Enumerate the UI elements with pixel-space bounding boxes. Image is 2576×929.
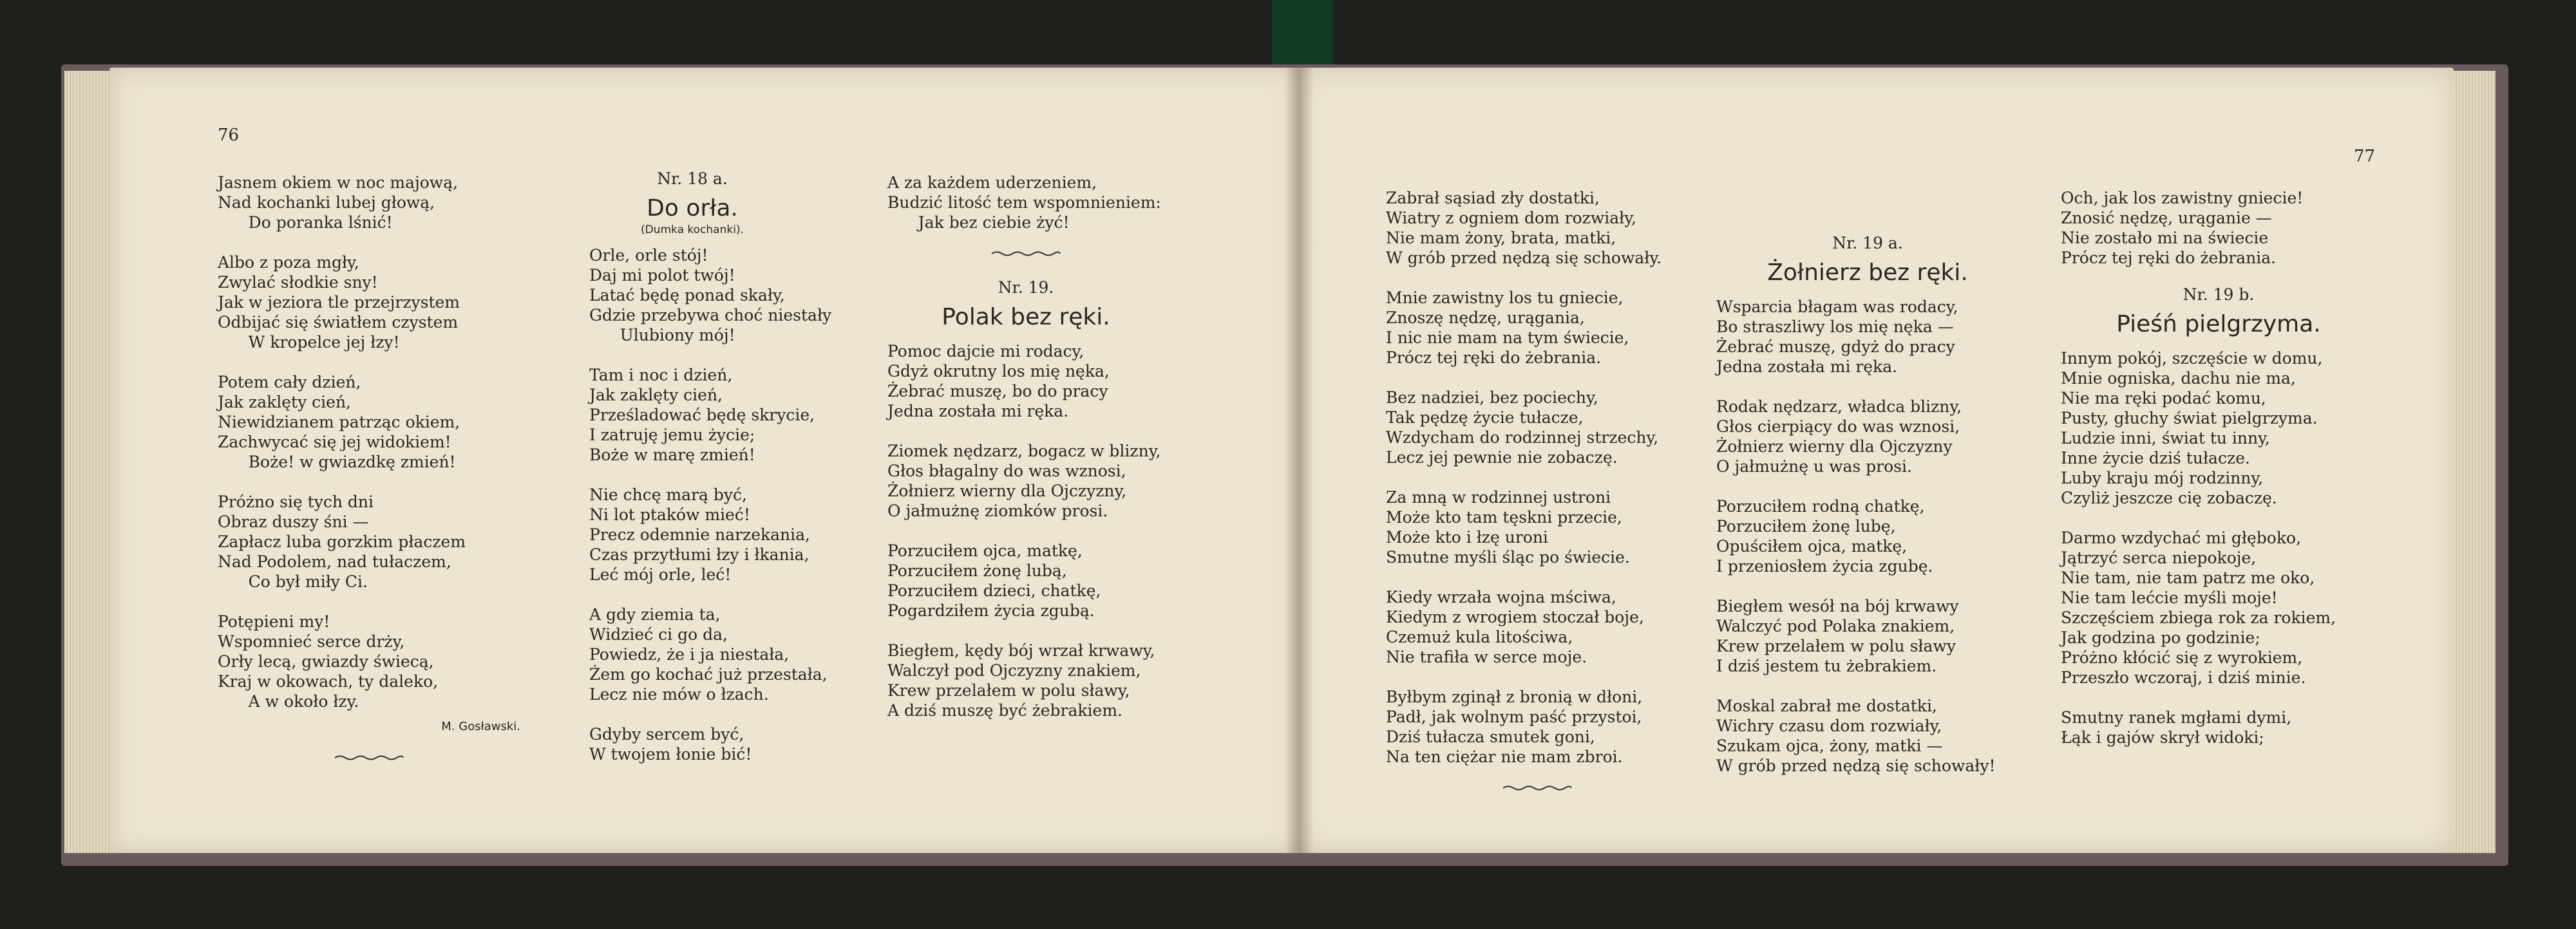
verse-line: Kiedy wrzała wojna mściwa, bbox=[1386, 588, 1616, 606]
verse-line: Jak bez ciebie żyć! bbox=[887, 213, 1070, 232]
verse-line: Nie tam lećcie myśli moje! bbox=[2061, 588, 2278, 607]
verse-line: Gdyby sercem być, bbox=[589, 725, 744, 744]
left-col-2 bbox=[551, 169, 834, 764]
verse-line: Łąk i gajów skrył widoki; bbox=[2061, 728, 2264, 747]
verse-line: Jak zaklęty cień, bbox=[589, 386, 723, 404]
poem-number: Nr. 18 a. bbox=[657, 169, 728, 188]
verse-line: Smutne myśli śląc po świecie. bbox=[1386, 548, 1630, 567]
verse-line: Jedna została mi ręka. bbox=[1716, 357, 1898, 376]
verse-line: Obraz duszy śni — bbox=[218, 512, 369, 531]
verse-line: I zatruję jemu życie; bbox=[589, 426, 755, 444]
verse-line: Ludzie inni, świat tu inny, bbox=[2061, 429, 2270, 447]
verse-line: Walczyć pod Polaka znakiem, bbox=[1716, 617, 1955, 635]
verse-line: Jak zaklęty cień, bbox=[218, 393, 351, 411]
stanza-gap bbox=[218, 472, 520, 492]
verse-line: Próżno kłócić się z wyrokiem, bbox=[2061, 648, 2303, 667]
stanza-gap bbox=[589, 585, 834, 605]
verse-line: A za każdem uderzeniem, bbox=[887, 173, 1097, 192]
verse-line: Porzuciłem żonę lubą, bbox=[887, 561, 1067, 580]
verse-line: Jedna została mi ręka. bbox=[887, 402, 1069, 420]
stanza-gap bbox=[1716, 476, 2019, 496]
verse-line: Czas przytłumi łzy i łkania, bbox=[589, 545, 810, 564]
verse-line: Przeszło wczoraj, i dziś minie. bbox=[2061, 668, 2306, 687]
page-number-left: 76 bbox=[218, 126, 240, 145]
verse-line: Potem cały dzień, bbox=[218, 373, 361, 391]
verse-line: Rodak nędzarz, władca blizny, bbox=[1716, 397, 1962, 416]
verse-line: Pogardziłem życia zgubą. bbox=[887, 601, 1095, 620]
page-edge-right bbox=[2450, 71, 2496, 853]
verse-line: Żebrać muszę, bo do pracy bbox=[887, 382, 1108, 400]
verse-line: A gdy ziemia ta, bbox=[589, 605, 721, 624]
verse-line: Krew przelałem w polu sławy, bbox=[887, 681, 1130, 700]
verse-line: Żołnierz wierny dla Ojczyzny, bbox=[887, 482, 1127, 500]
verse-line: Głos błagalny do was wznosi, bbox=[887, 462, 1126, 480]
verse-line: Nie chcę marą być, bbox=[589, 485, 747, 504]
verse-line: Za mną w rodzinnej ustroni bbox=[1386, 488, 1611, 507]
left-col-1 bbox=[218, 173, 520, 762]
stanza-gap bbox=[887, 521, 1164, 541]
verse-line: Budzić litość tem wspomnieniem: bbox=[887, 193, 1161, 212]
stanza-gap bbox=[1386, 567, 1689, 587]
verse-line: Bo straszliwy los mię nęka — bbox=[1716, 317, 1954, 336]
verse-line: Próżno się tych dni bbox=[218, 493, 374, 511]
stanza-gap bbox=[218, 592, 520, 612]
verse-line: A dziś muszę być żebrakiem. bbox=[887, 701, 1122, 720]
verse-line: Jak w jeziora tle przejrzystem bbox=[218, 293, 460, 312]
verse-line: Nie trafiła w serce moje. bbox=[1386, 648, 1587, 666]
verse-line: Szczęściem zbiega rok za rokiem, bbox=[2061, 608, 2336, 627]
verse-line: Co był miły Ci. bbox=[218, 572, 368, 591]
left-col-3 bbox=[887, 173, 1164, 720]
verse-line: Pomoc dajcie mi rodacy, bbox=[887, 342, 1084, 361]
verse-line: Innym pokój, szczęście w domu, bbox=[2061, 349, 2323, 368]
verse-line: Szukam ojca, żony, matki — bbox=[1716, 737, 1943, 755]
poem-number: Nr. 19 a. bbox=[1832, 234, 1903, 252]
verse-line: Powiedz, że i ja niestała, bbox=[589, 645, 790, 664]
verse-line: Wichry czasu dom rozwiały, bbox=[1716, 717, 1942, 735]
verse-line: Nie mam żony, brata, matki, bbox=[1386, 229, 1616, 247]
verse-line: Żebrać muszę, gdyż do pracy bbox=[1716, 337, 1955, 356]
verse-line: Prócz tej ręki do żebrania. bbox=[2061, 249, 2277, 267]
stanza-gap bbox=[2061, 688, 2376, 708]
verse-line: Zwylać słodkie sny! bbox=[218, 273, 378, 292]
verse-line: Nie tam, nie tam patrz me oko, bbox=[2061, 568, 2315, 587]
verse-line: Och, jak los zawistny gniecie! bbox=[2061, 189, 2304, 207]
stanza-gap bbox=[589, 465, 834, 485]
verse-line: Albo z poza mgły, bbox=[218, 253, 359, 272]
verse-line: Moskal zabrał me dostatki, bbox=[1716, 697, 1937, 715]
verse-line: Ni lot ptaków mieć! bbox=[589, 505, 750, 524]
verse-line: Nie zostało mi na świecie bbox=[2061, 229, 2269, 247]
verse-line: Lecz nie mów o łzach. bbox=[589, 685, 769, 704]
verse-line: Dziś tułacza smutek goni, bbox=[1386, 727, 1595, 746]
stanza-gap bbox=[218, 352, 520, 372]
verse-line: Na ten ciężar nie mam zbroi. bbox=[1386, 747, 1623, 766]
verse-line: Mnie ogniska, dachu nie ma, bbox=[2061, 369, 2296, 388]
stanza-gap bbox=[1386, 368, 1689, 388]
verse-line: Padł, jak wolnym paść przystoi, bbox=[1386, 708, 1642, 726]
verse-line: Pusty, głuchy świat pielgrzyma. bbox=[2061, 409, 2318, 427]
verse-line: O jałmużnę ziomków prosi. bbox=[887, 502, 1108, 520]
verse-line: Zabrał sąsiad zły dostatki, bbox=[1386, 189, 1600, 207]
verse-line: W grób przed nędzą się schowały. bbox=[1386, 249, 1662, 267]
verse-line: Gdyż okrutny los mię nęka, bbox=[887, 362, 1110, 380]
verse-line: Zapłacz luba gorzkim płaczem bbox=[218, 532, 466, 551]
verse-line: Niewidzianem patrząc okiem, bbox=[218, 413, 460, 431]
verse-line: Nad Podolem, nad tułaczem, bbox=[218, 552, 451, 571]
poem-title: Polak bez ręki. bbox=[942, 304, 1110, 330]
poem-title: Do orła. bbox=[647, 195, 738, 221]
verse-line: Lecz jej pewnie nie zobaczę. bbox=[1386, 448, 1618, 467]
verse-line: Gdzie przebywa choć niestały bbox=[589, 306, 832, 324]
verse-line: Tam i noc i dzień, bbox=[589, 366, 733, 384]
verse-line: Czemuż kula litościwa, bbox=[1386, 628, 1573, 646]
verse-line: I dziś jestem tu żebrakiem. bbox=[1716, 657, 1937, 675]
poem-signature: M. Gosławski. bbox=[441, 720, 520, 733]
verse-line: Prześladować będę skrycie, bbox=[589, 406, 815, 424]
verse-line: Latać będę ponad skały, bbox=[589, 286, 785, 305]
page-edge-left bbox=[64, 71, 113, 853]
verse-line: Znosić nędzę, urąganie — bbox=[2061, 209, 2272, 227]
verse-line: W grób przed nędzą się schowały! bbox=[1716, 756, 1996, 775]
right-col-2 bbox=[1716, 233, 2019, 776]
verse-line: Bez nadziei, bez pociechy, bbox=[1386, 388, 1598, 407]
stanza-gap bbox=[887, 621, 1164, 641]
verse-line: Wiatry z ogniem dom rozwiały, bbox=[1386, 209, 1636, 227]
verse-line: Boże w marę zmień! bbox=[589, 446, 755, 464]
stanza-gap bbox=[589, 704, 834, 724]
verse-line: Daj mi polot twój! bbox=[589, 266, 735, 285]
ornament-divider bbox=[990, 249, 1061, 258]
verse-line: Biegłem wesół na bój krwawy bbox=[1716, 597, 1959, 615]
verse-line: Odbijać się światłem czystem bbox=[218, 313, 459, 332]
verse-line: Porzuciłem ojca, matkę, bbox=[887, 541, 1083, 560]
verse-line: Porzuciłem rodną chatkę, bbox=[1716, 497, 1925, 516]
poem-title: Pieśń pielgrzyma. bbox=[2116, 311, 2321, 337]
verse-line: Żem go kochać już przestała, bbox=[589, 665, 828, 684]
page-number-right: 77 bbox=[2354, 147, 2376, 166]
poem-number: Nr. 19. bbox=[998, 278, 1054, 297]
poem-title: Żołnierz bez ręki. bbox=[1767, 259, 1968, 286]
verse-line: Jak godzina po godzinie; bbox=[2061, 628, 2260, 647]
verse-line: Nad kochanki lubej głową, bbox=[218, 193, 435, 212]
verse-line: Wspomnieć serce drży, bbox=[218, 632, 405, 651]
verse-line: A w około łzy. bbox=[218, 692, 359, 711]
stanza-gap bbox=[218, 232, 520, 252]
verse-line: Smutny ranek mgłami dymi, bbox=[2061, 708, 2292, 727]
verse-line: Do poranka lśnić! bbox=[218, 213, 393, 232]
stanza-gap bbox=[589, 345, 834, 365]
right-col-1 bbox=[1386, 188, 1689, 793]
verse-line: Czyliż jeszcze cię zobaczę. bbox=[2061, 489, 2277, 507]
verse-line: Żołnierz wierny dla Ojczyzny bbox=[1716, 437, 1953, 456]
stanza-gap bbox=[1716, 676, 2019, 696]
verse-line: Widzieć ci go da, bbox=[589, 625, 728, 644]
verse-line: Nie ma ręki podać komu, bbox=[2061, 389, 2266, 408]
verse-line: Ulubiony mój! bbox=[589, 326, 735, 344]
verse-line: Potępieni my! bbox=[218, 612, 330, 631]
verse-line: W kropelce jej łzy! bbox=[218, 333, 400, 352]
verse-line: Krew przelałem w polu sławy bbox=[1716, 637, 1956, 655]
poem-number: Nr. 19 b. bbox=[2183, 285, 2255, 304]
ornament-divider bbox=[1502, 784, 1573, 793]
book-gutter bbox=[1285, 68, 1314, 853]
verse-line: Może kto i łzę uroni bbox=[1386, 528, 1548, 547]
verse-line: Biegłem, kędy bój wrzał krwawy, bbox=[887, 641, 1155, 660]
stanza-gap bbox=[1386, 667, 1689, 687]
verse-line: O jałmużnę u was prosi. bbox=[1716, 457, 1912, 476]
verse-line: Ziomek nędzarz, bogacz w blizny, bbox=[887, 442, 1161, 460]
stanza-gap bbox=[887, 421, 1164, 441]
verse-line: Opuściłem ojca, matkę, bbox=[1716, 537, 1908, 556]
right-col-3 bbox=[2061, 188, 2376, 747]
verse-line: Darmo wzdychać mi głęboko, bbox=[2061, 529, 2302, 547]
stanza-gap bbox=[1386, 268, 1689, 288]
verse-line: Tak pędzę życie tułacze, bbox=[1386, 408, 1584, 427]
verse-line: Kiedym z wrogiem stoczał boje, bbox=[1386, 608, 1644, 626]
verse-line: I nic nie mam na tym świecie, bbox=[1386, 328, 1629, 347]
verse-line: Mnie zawistny los tu gniecie, bbox=[1386, 288, 1624, 307]
verse-line: Znoszę nędzę, urągania, bbox=[1386, 308, 1585, 327]
stanza-gap bbox=[1386, 467, 1689, 487]
verse-line: Prócz tej ręki do żebrania. bbox=[1386, 348, 1602, 367]
verse-line: Zachwycać się jej widokiem! bbox=[218, 433, 451, 451]
verse-line: I przeniosłem życia zgubę. bbox=[1716, 557, 1933, 576]
verse-line: Inne życie dziś tułacze. bbox=[2061, 449, 2250, 467]
verse-line: Kraj w okowach, ty daleko, bbox=[218, 672, 439, 691]
verse-line: Leć mój orle, leć! bbox=[589, 565, 732, 584]
stanza-gap bbox=[1716, 377, 2019, 397]
verse-line: Byłbym zginął z bronią w dłoni, bbox=[1386, 688, 1643, 706]
verse-line: Wzdycham do rodzinnej strzechy, bbox=[1386, 428, 1659, 447]
verse-line: W twojem łonie bić! bbox=[589, 745, 752, 764]
verse-line: Może kto tam tęskni przecie, bbox=[1386, 508, 1622, 527]
poem-subtitle: (Dumka kochanki). bbox=[641, 223, 744, 236]
verse-line: Jasnem okiem w noc majową, bbox=[218, 173, 459, 192]
verse-line: Precz odemnie narzekania, bbox=[589, 525, 811, 544]
verse-line: Porzuciłem żonę lubę, bbox=[1716, 517, 1896, 536]
verse-line: Jątrzyć serca niepokoje, bbox=[2061, 549, 2257, 567]
verse-line: Wsparcia błagam was rodacy, bbox=[1716, 297, 1958, 316]
verse-line: Luby kraju mój rodzinny, bbox=[2061, 469, 2264, 487]
verse-line: Orle, orle stój! bbox=[589, 246, 708, 265]
stanza-gap bbox=[1716, 576, 2019, 596]
verse-line: Walczył pod Ojczyzny znakiem, bbox=[887, 661, 1141, 680]
verse-line: Głos cierpiący do was wznosi, bbox=[1716, 417, 1960, 436]
verse-line: Porzuciłem dzieci, chatkę, bbox=[887, 581, 1101, 600]
verse-line: Boże! w gwiazdkę zmień! bbox=[218, 453, 456, 471]
verse-line: Orły lecą, gwiazdy świecą, bbox=[218, 652, 434, 671]
stanza-gap bbox=[2061, 508, 2376, 528]
ornament-divider bbox=[334, 753, 404, 762]
